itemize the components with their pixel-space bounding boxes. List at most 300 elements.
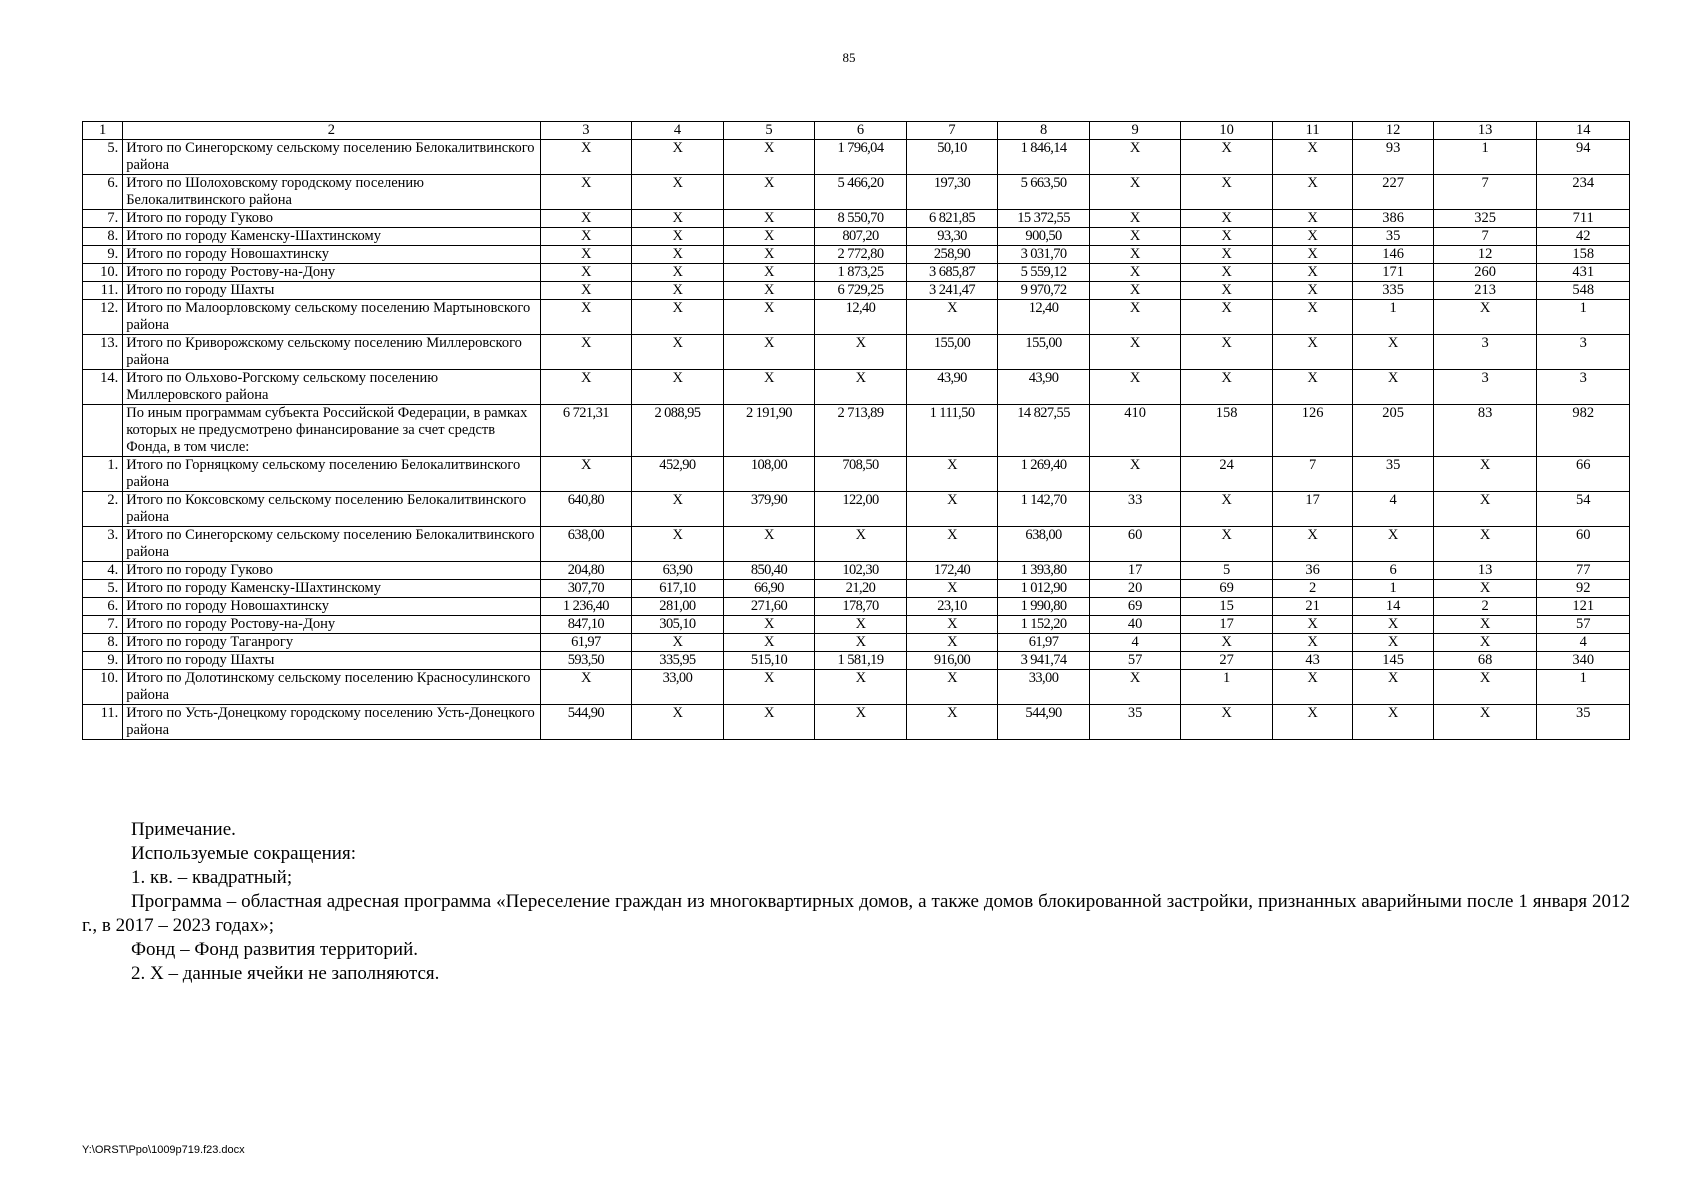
value-cell: 617,10	[632, 580, 724, 598]
count-cell: 340	[1537, 652, 1630, 670]
count-cell: 54	[1537, 492, 1630, 527]
count-cell: Х	[1181, 370, 1273, 405]
row-number-cell: 8.	[83, 634, 123, 652]
count-cell: 1	[1353, 580, 1433, 598]
value-cell: 5 559,12	[998, 264, 1090, 282]
value-cell: 271,60	[723, 598, 815, 616]
value-cell: 1 796,04	[815, 140, 907, 175]
value-cell: 3 941,74	[998, 652, 1090, 670]
count-cell: 121	[1537, 598, 1630, 616]
count-cell: 1	[1181, 670, 1273, 705]
count-cell: 171	[1353, 264, 1433, 282]
row-number-cell: 12.	[83, 300, 123, 335]
value-cell: Х	[540, 210, 632, 228]
table-row	[83, 670, 1630, 705]
value-cell: 61,97	[540, 634, 632, 652]
count-cell: 68	[1433, 652, 1537, 670]
count-cell: 35	[1353, 228, 1433, 246]
value-cell: Х	[540, 282, 632, 300]
count-cell: Х	[1433, 580, 1537, 598]
value-cell: Х	[906, 634, 998, 652]
value-cell: Х	[723, 282, 815, 300]
row-number-cell: 11.	[83, 705, 123, 740]
value-cell: 3 241,47	[906, 282, 998, 300]
count-cell: 57	[1089, 652, 1181, 670]
count-cell: Х	[1272, 140, 1352, 175]
value-cell: 33,00	[632, 670, 724, 705]
count-cell: Х	[1089, 140, 1181, 175]
value-cell: 43,90	[998, 370, 1090, 405]
count-cell: 66	[1537, 457, 1630, 492]
value-cell: Х	[723, 616, 815, 634]
value-cell: Х	[723, 210, 815, 228]
row-number-cell: 5.	[83, 580, 123, 598]
data-table	[82, 121, 1630, 740]
count-cell: 69	[1181, 580, 1273, 598]
column-number-cell: 1	[83, 122, 123, 140]
row-number-cell	[83, 405, 123, 457]
value-cell: Х	[632, 634, 724, 652]
value-cell: 1 393,80	[998, 562, 1090, 580]
value-cell: Х	[723, 370, 815, 405]
count-cell: 5	[1181, 562, 1273, 580]
value-cell: Х	[815, 527, 907, 562]
value-cell: Х	[906, 616, 998, 634]
value-cell: Х	[540, 300, 632, 335]
count-cell: 2	[1433, 598, 1537, 616]
notes-block	[82, 818, 1630, 986]
row-name-cell: Итого по городу Гуково	[123, 562, 540, 580]
row-name-cell: Итого по городу Гуково	[123, 210, 540, 228]
count-cell: 7	[1272, 457, 1352, 492]
value-cell: 8 550,70	[815, 210, 907, 228]
value-cell: 640,80	[540, 492, 632, 527]
value-cell: 1 269,40	[998, 457, 1090, 492]
count-cell: Х	[1353, 670, 1433, 705]
value-cell: 638,00	[998, 527, 1090, 562]
table-row	[83, 175, 1630, 210]
row-number-cell: 8.	[83, 228, 123, 246]
table-row	[83, 492, 1630, 527]
column-number-cell: 2	[123, 122, 540, 140]
count-cell: Х	[1089, 335, 1181, 370]
value-cell: 155,00	[998, 335, 1090, 370]
count-cell: 7	[1433, 228, 1537, 246]
value-cell: 12,40	[815, 300, 907, 335]
value-cell: 61,97	[998, 634, 1090, 652]
count-cell: 13	[1433, 562, 1537, 580]
value-cell: Х	[632, 264, 724, 282]
row-number-cell: 14.	[83, 370, 123, 405]
value-cell: Х	[632, 527, 724, 562]
value-cell: Х	[723, 264, 815, 282]
value-cell: 3 685,87	[906, 264, 998, 282]
column-number-cell: 6	[815, 122, 907, 140]
value-cell: 708,50	[815, 457, 907, 492]
count-cell: 386	[1353, 210, 1433, 228]
value-cell: 178,70	[815, 598, 907, 616]
row-name-cell: Итого по городу Ростову-на-Дону	[123, 264, 540, 282]
count-cell: Х	[1433, 670, 1537, 705]
count-cell: Х	[1089, 457, 1181, 492]
count-cell: 35	[1353, 457, 1433, 492]
count-cell: 12	[1433, 246, 1537, 264]
row-name-cell: Итого по городу Шахты	[123, 652, 540, 670]
table-row	[83, 300, 1630, 335]
count-cell: Х	[1181, 264, 1273, 282]
count-cell: 158	[1181, 405, 1273, 457]
column-number-cell: 9	[1089, 122, 1181, 140]
value-cell: 43,90	[906, 370, 998, 405]
count-cell: Х	[1433, 300, 1537, 335]
table-row	[83, 634, 1630, 652]
count-cell: Х	[1089, 670, 1181, 705]
table-body	[83, 122, 1630, 740]
value-cell: Х	[815, 616, 907, 634]
count-cell: 3	[1433, 370, 1537, 405]
table-row	[83, 210, 1630, 228]
count-cell: 93	[1353, 140, 1433, 175]
value-cell: 544,90	[540, 705, 632, 740]
value-cell: Х	[632, 492, 724, 527]
column-number-cell: 12	[1353, 122, 1433, 140]
value-cell: Х	[540, 228, 632, 246]
count-cell: Х	[1089, 370, 1181, 405]
row-name-cell: Итого по Долотинскому сельскому поселению Красносулинского района	[123, 670, 540, 705]
table-row	[83, 652, 1630, 670]
value-cell: Х	[632, 370, 724, 405]
count-cell: Х	[1272, 282, 1352, 300]
count-cell: Х	[1353, 370, 1433, 405]
value-cell: 6 821,85	[906, 210, 998, 228]
count-cell: Х	[1181, 282, 1273, 300]
value-cell: 1 581,19	[815, 652, 907, 670]
count-cell: Х	[1181, 175, 1273, 210]
value-cell: 1 236,40	[540, 598, 632, 616]
count-cell: Х	[1272, 670, 1352, 705]
count-cell: Х	[1272, 527, 1352, 562]
row-number-cell: 6.	[83, 175, 123, 210]
count-cell: Х	[1181, 140, 1273, 175]
count-cell: Х	[1272, 228, 1352, 246]
value-cell: 2 772,80	[815, 246, 907, 264]
count-cell: 36	[1272, 562, 1352, 580]
count-cell: 92	[1537, 580, 1630, 598]
column-number-cell: 14	[1537, 122, 1630, 140]
column-number-cell: 3	[540, 122, 632, 140]
value-cell: Х	[906, 580, 998, 598]
row-name-cell: Итого по Шолоховскому городскому поселению Белокалитвинского района	[123, 175, 540, 210]
value-cell: 6 721,31	[540, 405, 632, 457]
count-cell: 711	[1537, 210, 1630, 228]
table-row	[83, 370, 1630, 405]
count-cell: 158	[1537, 246, 1630, 264]
value-cell: Х	[632, 140, 724, 175]
count-cell: Х	[1433, 492, 1537, 527]
count-cell: 1	[1537, 300, 1630, 335]
table-row	[83, 405, 1630, 457]
row-name-cell: Итого по городу Таганрогу	[123, 634, 540, 652]
value-cell: Х	[540, 140, 632, 175]
value-cell: Х	[723, 705, 815, 740]
count-cell: Х	[1181, 634, 1273, 652]
value-cell: Х	[540, 246, 632, 264]
value-cell: 452,90	[632, 457, 724, 492]
count-cell: 33	[1089, 492, 1181, 527]
count-cell: Х	[1089, 300, 1181, 335]
value-cell: 197,30	[906, 175, 998, 210]
row-name-cell: Итого по городу Шахты	[123, 282, 540, 300]
value-cell: 1 111,50	[906, 405, 998, 457]
value-cell: 335,95	[632, 652, 724, 670]
value-cell: 1 990,80	[998, 598, 1090, 616]
value-cell: Х	[815, 670, 907, 705]
row-number-cell: 13.	[83, 335, 123, 370]
value-cell: 63,90	[632, 562, 724, 580]
note-line: Фонд – Фонд развития территорий.	[131, 939, 419, 960]
row-name-cell: Итого по Малоорловскому сельскому поселению Мартыновского района	[123, 300, 540, 335]
count-cell: Х	[1353, 705, 1433, 740]
value-cell: 850,40	[723, 562, 815, 580]
note-line: 1. кв. – квадратный;	[131, 867, 293, 888]
row-name-cell: Итого по городу Новошахтинску	[123, 246, 540, 264]
column-number-cell: 10	[1181, 122, 1273, 140]
value-cell: Х	[723, 140, 815, 175]
value-cell: 1 873,25	[815, 264, 907, 282]
value-cell: Х	[540, 370, 632, 405]
count-cell: 1	[1433, 140, 1537, 175]
value-cell: Х	[632, 282, 724, 300]
value-cell: 23,10	[906, 598, 998, 616]
count-cell: 35	[1089, 705, 1181, 740]
count-cell: 234	[1537, 175, 1630, 210]
value-cell: Х	[540, 175, 632, 210]
value-cell: Х	[723, 335, 815, 370]
value-cell: Х	[632, 175, 724, 210]
row-name-cell: Итого по городу Новошахтинску	[123, 598, 540, 616]
row-name-cell: Итого по городу Каменску-Шахтинскому	[123, 228, 540, 246]
row-name-cell: Итого по Ольхово-Рогскому сельскому поселению Миллеровского района	[123, 370, 540, 405]
count-cell: Х	[1272, 370, 1352, 405]
count-cell: Х	[1181, 527, 1273, 562]
count-cell: 227	[1353, 175, 1433, 210]
column-number-cell: 5	[723, 122, 815, 140]
value-cell: 15 372,55	[998, 210, 1090, 228]
value-cell: Х	[906, 492, 998, 527]
page-number: 85	[842, 50, 856, 65]
value-cell: 1 142,70	[998, 492, 1090, 527]
row-number-cell: 1.	[83, 457, 123, 492]
value-cell: 2 713,89	[815, 405, 907, 457]
value-cell: 9 970,72	[998, 282, 1090, 300]
note-line: Программа – областная адресная программа «Переселение граждан из многоквартирных домов, а также домов блокированной застройки, признанных аварийными после 1 января 2012 г., в 2017 – 2023 годах»;	[82, 891, 1630, 936]
value-cell: Х	[632, 246, 724, 264]
count-cell: Х	[1353, 527, 1433, 562]
value-cell: 1 012,90	[998, 580, 1090, 598]
count-cell: 4	[1089, 634, 1181, 652]
count-cell: Х	[1089, 282, 1181, 300]
value-cell: Х	[815, 705, 907, 740]
count-cell: 7	[1433, 175, 1537, 210]
value-cell: 93,30	[906, 228, 998, 246]
count-cell: Х	[1272, 634, 1352, 652]
table-row	[83, 705, 1630, 740]
value-cell: 515,10	[723, 652, 815, 670]
value-cell: 108,00	[723, 457, 815, 492]
count-cell: 40	[1089, 616, 1181, 634]
count-cell: Х	[1433, 527, 1537, 562]
value-cell: 3 031,70	[998, 246, 1090, 264]
count-cell: Х	[1272, 300, 1352, 335]
row-number-cell: 9.	[83, 246, 123, 264]
count-cell: 4	[1537, 634, 1630, 652]
value-cell: Х	[632, 228, 724, 246]
value-cell: 6 729,25	[815, 282, 907, 300]
count-cell: Х	[1181, 300, 1273, 335]
value-cell: 1 846,14	[998, 140, 1090, 175]
value-cell: Х	[540, 457, 632, 492]
count-cell: 410	[1089, 405, 1181, 457]
value-cell: Х	[906, 300, 998, 335]
value-cell: 638,00	[540, 527, 632, 562]
row-number-cell: 6.	[83, 598, 123, 616]
count-cell: 126	[1272, 405, 1352, 457]
value-cell: Х	[723, 527, 815, 562]
value-cell: Х	[906, 705, 998, 740]
value-cell: Х	[906, 457, 998, 492]
count-cell: 57	[1537, 616, 1630, 634]
count-cell: Х	[1181, 210, 1273, 228]
value-cell: 307,70	[540, 580, 632, 598]
row-name-cell: Итого по Горняцкому сельскому поселению Белокалитвинского района	[123, 457, 540, 492]
count-cell: Х	[1353, 634, 1433, 652]
table-row	[83, 457, 1630, 492]
value-cell: 5 466,20	[815, 175, 907, 210]
count-cell: 982	[1537, 405, 1630, 457]
count-cell: 3	[1537, 335, 1630, 370]
note-line: Примечание.	[131, 819, 236, 840]
count-cell: 20	[1089, 580, 1181, 598]
value-cell: Х	[632, 300, 724, 335]
count-cell: Х	[1181, 228, 1273, 246]
footer-file-path: Y:\ORST\Ppo\1009p719.f23.docx	[82, 1144, 245, 1156]
count-cell: Х	[1272, 705, 1352, 740]
count-cell: Х	[1272, 175, 1352, 210]
count-cell: 1	[1353, 300, 1433, 335]
count-cell: Х	[1272, 616, 1352, 634]
count-cell: Х	[1089, 175, 1181, 210]
row-name-cell: Итого по Коксовскому сельскому поселению Белокалитвинского района	[123, 492, 540, 527]
row-name-cell: Итого по городу Каменску-Шахтинскому	[123, 580, 540, 598]
count-cell: 213	[1433, 282, 1537, 300]
value-cell: 14 827,55	[998, 405, 1090, 457]
value-cell: Х	[815, 370, 907, 405]
value-cell: Х	[815, 335, 907, 370]
value-cell: 258,90	[906, 246, 998, 264]
count-cell: Х	[1272, 210, 1352, 228]
count-cell: 335	[1353, 282, 1433, 300]
row-name-cell: По иным программам субъекта Российской Федерации, в рамках которых не предусмотрено финансирование за счет средств Фонда, в том числе:	[123, 405, 540, 457]
row-name-cell: Итого по Усть-Донецкому городскому поселению Усть-Донецкого района	[123, 705, 540, 740]
column-number-cell: 11	[1272, 122, 1352, 140]
count-cell: 60	[1089, 527, 1181, 562]
value-cell: 305,10	[632, 616, 724, 634]
count-cell: Х	[1353, 335, 1433, 370]
count-cell: 21	[1272, 598, 1352, 616]
count-cell: Х	[1181, 335, 1273, 370]
value-cell: 379,90	[723, 492, 815, 527]
value-cell: Х	[723, 300, 815, 335]
table-row	[83, 580, 1630, 598]
table-row	[83, 246, 1630, 264]
count-cell: 1	[1537, 670, 1630, 705]
count-cell: 69	[1089, 598, 1181, 616]
count-cell: 17	[1089, 562, 1181, 580]
table-row	[83, 562, 1630, 580]
value-cell: 204,80	[540, 562, 632, 580]
count-cell: 17	[1272, 492, 1352, 527]
value-cell: Х	[723, 246, 815, 264]
count-cell: Х	[1433, 634, 1537, 652]
table-row	[83, 335, 1630, 370]
count-cell: Х	[1433, 705, 1537, 740]
count-cell: 35	[1537, 705, 1630, 740]
row-number-cell: 10.	[83, 670, 123, 705]
row-name-cell: Итого по Синегорскому сельскому поселению Белокалитвинского района	[123, 527, 540, 562]
value-cell: 2 088,95	[632, 405, 724, 457]
count-cell: 145	[1353, 652, 1433, 670]
value-cell: Х	[632, 705, 724, 740]
value-cell: 544,90	[998, 705, 1090, 740]
value-cell: Х	[906, 670, 998, 705]
value-cell: 50,10	[906, 140, 998, 175]
row-number-cell: 7.	[83, 616, 123, 634]
value-cell: 172,40	[906, 562, 998, 580]
count-cell: Х	[1089, 210, 1181, 228]
row-number-cell: 9.	[83, 652, 123, 670]
value-cell: Х	[723, 634, 815, 652]
count-cell: Х	[1089, 264, 1181, 282]
count-cell: 27	[1181, 652, 1273, 670]
value-cell: 916,00	[906, 652, 998, 670]
row-number-cell: 2.	[83, 492, 123, 527]
count-cell: Х	[1181, 492, 1273, 527]
count-cell: 325	[1433, 210, 1537, 228]
count-cell: 15	[1181, 598, 1273, 616]
count-cell: Х	[1272, 335, 1352, 370]
table-row	[83, 264, 1630, 282]
column-number-cell: 4	[632, 122, 724, 140]
count-cell: Х	[1181, 705, 1273, 740]
table-row	[83, 527, 1630, 562]
count-cell: 2	[1272, 580, 1352, 598]
row-name-cell: Итого по городу Ростову-на-Дону	[123, 616, 540, 634]
value-cell: Х	[540, 264, 632, 282]
count-cell: 3	[1537, 370, 1630, 405]
value-cell: Х	[723, 670, 815, 705]
value-cell: 281,00	[632, 598, 724, 616]
value-cell: 900,50	[998, 228, 1090, 246]
value-cell: 21,20	[815, 580, 907, 598]
table-row	[83, 616, 1630, 634]
value-cell: Х	[815, 634, 907, 652]
count-cell: 60	[1537, 527, 1630, 562]
count-cell: Х	[1089, 228, 1181, 246]
row-name-cell: Итого по Криворожскому сельскому поселению Миллеровского района	[123, 335, 540, 370]
count-cell: 94	[1537, 140, 1630, 175]
note-line: Используемые сокращения:	[131, 843, 356, 864]
count-cell: 260	[1433, 264, 1537, 282]
